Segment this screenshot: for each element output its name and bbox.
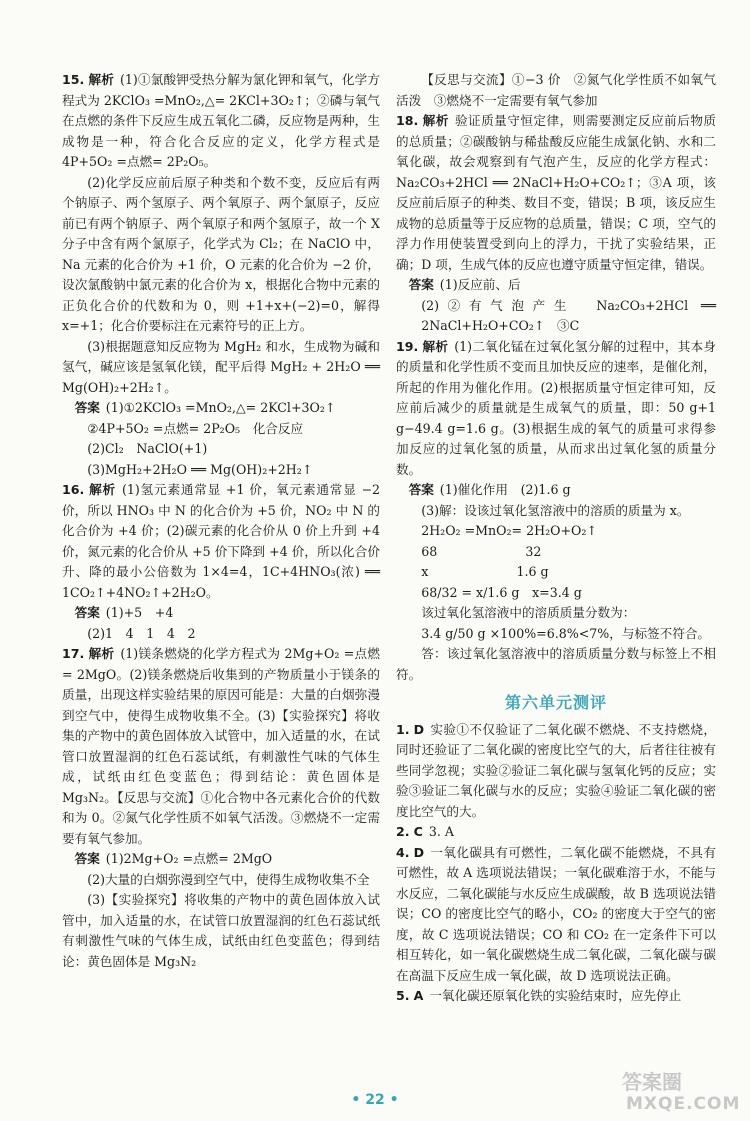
question-number: 18. [396, 113, 419, 128]
block-text: (2)Cl₂ NaClO(+1) [87, 441, 208, 456]
block-label: 答案 [74, 605, 100, 620]
text-line [396, 583, 716, 604]
question-block [62, 644, 380, 849]
block-text: 3.4 g/50 g ×100%=6.8%<7%，与标签不符合。 [421, 625, 711, 641]
text-line [62, 337, 380, 399]
answer-block [396, 275, 716, 296]
block-label: 解析 [422, 113, 449, 128]
block-text: (2)②有气泡产生 Na₂CO₃+2HCl ══ 2NaCl+H₂O+CO₂↑ ③C [421, 297, 716, 333]
block-text: (2)1 4 1 4 2 [87, 625, 196, 641]
block-label: D [413, 721, 425, 737]
block-label: 答案 [74, 400, 100, 415]
text-line [62, 870, 380, 891]
question-number: 1. [396, 721, 410, 737]
section-title: 第六单元测评 [504, 693, 607, 712]
block-text: (3)根据题意知反应物为 MgH₂ 和水，生成物为碱和氢气，碱应该是氢氧化镁，配平后得 MgH₂ + 2H₂O ══ Mg(OH)₂+2H₂↑。 [62, 338, 380, 395]
answer-block [396, 480, 716, 501]
text-line [396, 296, 716, 337]
question-number: 15. [62, 72, 85, 87]
block-label: 答案 [408, 482, 434, 497]
block-text: (1)催化作用 (2)1.6 g [439, 482, 571, 497]
text-line [62, 173, 380, 337]
block-text: (3)【实验探究】将收集的产物中的黄色固体放入试管中，加入适量的水，在试管口放置湿润的红色石蕊试纸 有刺激性气味的气体生成，试纸由红色变蓝色；得到结论：黄色固体是 Mg₃N₂ [62, 892, 393, 969]
watermark-logo [622, 1072, 750, 1118]
question-block [396, 337, 716, 481]
page-number: • 22 • [351, 1092, 399, 1108]
question-block [396, 822, 716, 843]
block-text: (2)大量的白烟弥漫到空气中，使得生成物收集不全 [87, 871, 370, 887]
block-label: 解析 [88, 482, 116, 497]
block-text: (2)化学反应前后原子种类和个数不变，反应后有两个钠原子、两个氢原子、两个氧原子、两个氯原子，反应前已有两个钠原子、两个氧原子和两个氢原子，故一个 X 分子中含有两个氯原子，化学式为 Cl₂；在 NaClO 中，Na 元素的化合价为 +1 价，O 元素的化合价为 −2 价，设次氯酸钠中氯元素的化合价为 x，根据化合物中元素的正负化合价的代数和为 0，则 +1+x+(−2)=0，解得 x=+1；化合价要标注在元素符号的正上方。 [62, 174, 380, 333]
question-number: 19. [396, 338, 419, 354]
text-line [396, 562, 716, 583]
question-block [396, 720, 716, 823]
block-text: x 1.6 g [421, 564, 549, 579]
block-text: 【反思与交流】①−3 价 ②氮气化学性质不如氧气活泼 ③燃烧不一定需要有氧气参加 [396, 72, 716, 108]
block-text: (3)解：设该过氧化氢溶液中的溶质的质量为 x。 [421, 502, 690, 518]
question-number: 4. [396, 844, 410, 860]
question-number: 17. [62, 646, 85, 661]
block-text: (1)2Mg+O₂ =点燃= 2MgO [105, 851, 273, 866]
text-line [396, 644, 716, 685]
block-label: 解析 [88, 72, 114, 87]
block-label: 解析 [88, 646, 115, 661]
text-line [396, 70, 716, 111]
right-column [396, 70, 716, 1007]
question-block [396, 986, 716, 1007]
text-line [62, 624, 380, 645]
watermark-line1: 答案圈 [622, 1070, 682, 1094]
block-text: 68/32 = x/1.6 g x=3.4 g [421, 584, 582, 600]
block-text: 3. A [428, 824, 454, 839]
block-text: (1)反应前、后 [439, 277, 521, 292]
answer-block [62, 603, 380, 624]
question-block [396, 843, 716, 987]
block-text: (1)镁条燃烧的化学方程式为 2Mg+O₂ =点燃= 2MgO。(2)镁条燃烧后收集到的产物质量小于镁条的质量，出现这样实验结果的原因可能是：大量的白烟弥漫到空气中，使得生成物收集不全。(3)【实验探究】将收集的产物中的黄色固体放入试管中，加入适量的水，在试管口放置湿润的红色石蕊试纸，有刺激性气味的气体生成，试纸由红色变蓝色；得到结论：黄色固体是 Mg₃N₂。【反思与交流】①化合物中各元素化合价的代数和为 0。②氮气化学性质不如氧气活泼。③燃烧不一定需要有氧气参加。 [62, 646, 381, 846]
block-text: 68 32 [421, 543, 542, 559]
text-line [62, 460, 380, 481]
question-number: 2. [396, 824, 410, 839]
block-text: 一氧化碳还原氧化铁的实验结束时，应先停止 [429, 988, 682, 1003]
question-block [62, 480, 380, 603]
block-label: C [413, 824, 423, 839]
question-block [396, 111, 716, 275]
text-line [62, 439, 380, 460]
block-label: 解析 [422, 338, 449, 354]
block-text: (3)MgH₂+2H₂O ══ Mg(OH)₂+2H₂↑ [87, 461, 313, 477]
block-text: (1)氢元素通常显 +1 价，氧元素通常显 −2 价，所以 HNO₃ 中 N 的化合价为 +5 价，NO₂ 中 N 的化合价为 +4 价；(2)碳元素的化合价从 0 价上升到 +4 价，氮元素的化合价从 +5 价下降到 +4 价，所以化合价升、降的最小公倍数为 1×4=4，1C+4HNO₃(浓) ══ 1CO₂↑+4NO₂↑+2H₂O。 [62, 482, 381, 600]
block-text: 2H₂O₂ =MnO₂= 2H₂O+O₂↑ [421, 523, 597, 538]
block-label: A [413, 988, 424, 1003]
block-label: 答案 [408, 277, 434, 292]
text-line [396, 624, 716, 645]
text-line [396, 521, 716, 542]
block-label: D [413, 844, 425, 860]
block-text: 该过氧化氢溶液中的溶质质量分数为： [421, 605, 636, 620]
text-line [396, 501, 716, 522]
block-text: 答：该过氧化氢溶液中的溶质质量分数与标签上不相符。 [396, 646, 716, 682]
block-text: 实验①不仅验证了二氧化碳不燃烧、不支持燃烧，同时还验证了二氧化碳的密度比空气的大，后者往往被有些同学忽视；实验②验证二氧化碳与氢氧化钙的反应；实验③验证二氧化碳与水的反应；实验④验证二氧化碳的密度比空气的大。 [396, 721, 716, 819]
text-line [396, 542, 716, 563]
block-text: (1)①2KClO₃ =MnO₂,△= 2KCl+3O₂↑ [105, 400, 336, 415]
block-text: (1)+5 +4 [105, 605, 174, 620]
text-line [62, 419, 380, 440]
text-line [62, 890, 393, 972]
watermark-line2: MXQE.COM [626, 1094, 741, 1114]
question-number: 5. [396, 988, 410, 1003]
question-block [62, 70, 380, 173]
answer-block [62, 849, 380, 870]
block-text: (1)二氧化锰在过氧化氢分解的过程中，其本身的质量和化学性质不变而且加快反应的速率，是催化剂，所起的作用为催化作用。(2)根据质量守恒定律可知，反应前后减少的质量就是生成氧气的质量，即：50 g+1 g−49.4 g=1.6 g。(3)根据生成的氧气的质量可求得参加反应的过氧化氢的质量，从而求出过氧化氢的质量分数。 [396, 338, 716, 477]
question-number: 16. [62, 482, 85, 497]
left-column [62, 70, 393, 972]
block-text: 一氧化碳具有可燃性，二氧化碳不能燃烧，不具有可燃性，故 A 选项说法错误；一氧化碳难溶于水，不能与水反应，二氧化碳能与水反应生成碳酸，故 B 选项说法错误；CO 的密度比空气的略小，CO₂ 的密度大于空气的密度，故 C 选项说法错误；CO 和 CO₂ 在一定条件下可以相互转化，如一氧化碳燃烧生成二氧化碳，二氧化碳与碳在高温下反应生成一氧化碳，故 D 选项说法正确。 [396, 844, 716, 983]
block-label: 答案 [74, 851, 100, 866]
answer-block [62, 398, 380, 419]
block-text: 验证质量守恒定律，则需要测定反应前后物质的总质量；②碳酸钠与稀盐酸反应能生成氯化钠、水和二氧化碳，故会观察到有气泡产生，反应的化学方程式：Na₂CO₃+2HCl ══ 2NaCl+H₂O+CO₂↑；③A 项，该反应前后原子的种类、数目不变，错误；B 项，该反应生成物的总质量等于反应物的总质量，错误；C 项，空气的浮力作用使装置受到向上的浮力，干扰了实验结果，正确；D 项，生成气体的反应也遵守质量守恒定律，错误。 [396, 113, 717, 272]
block-text: (1)①氯酸钾受热分解为氯化钾和氧气，化学方程式为 2KClO₃ =MnO₂,△= 2KCl+3O₂↑；②磷与氧气在点燃的条件下反应生成五氧化二磷，反应物是两种，生成物是一种，符合化合反应的定义，化学方程式是 4P+5O₂ =点燃= 2P₂O₅。 [62, 72, 381, 169]
block-text: ②4P+5O₂ =点燃= 2P₂O₅ 化合反应 [87, 420, 304, 436]
text-line [396, 603, 716, 624]
